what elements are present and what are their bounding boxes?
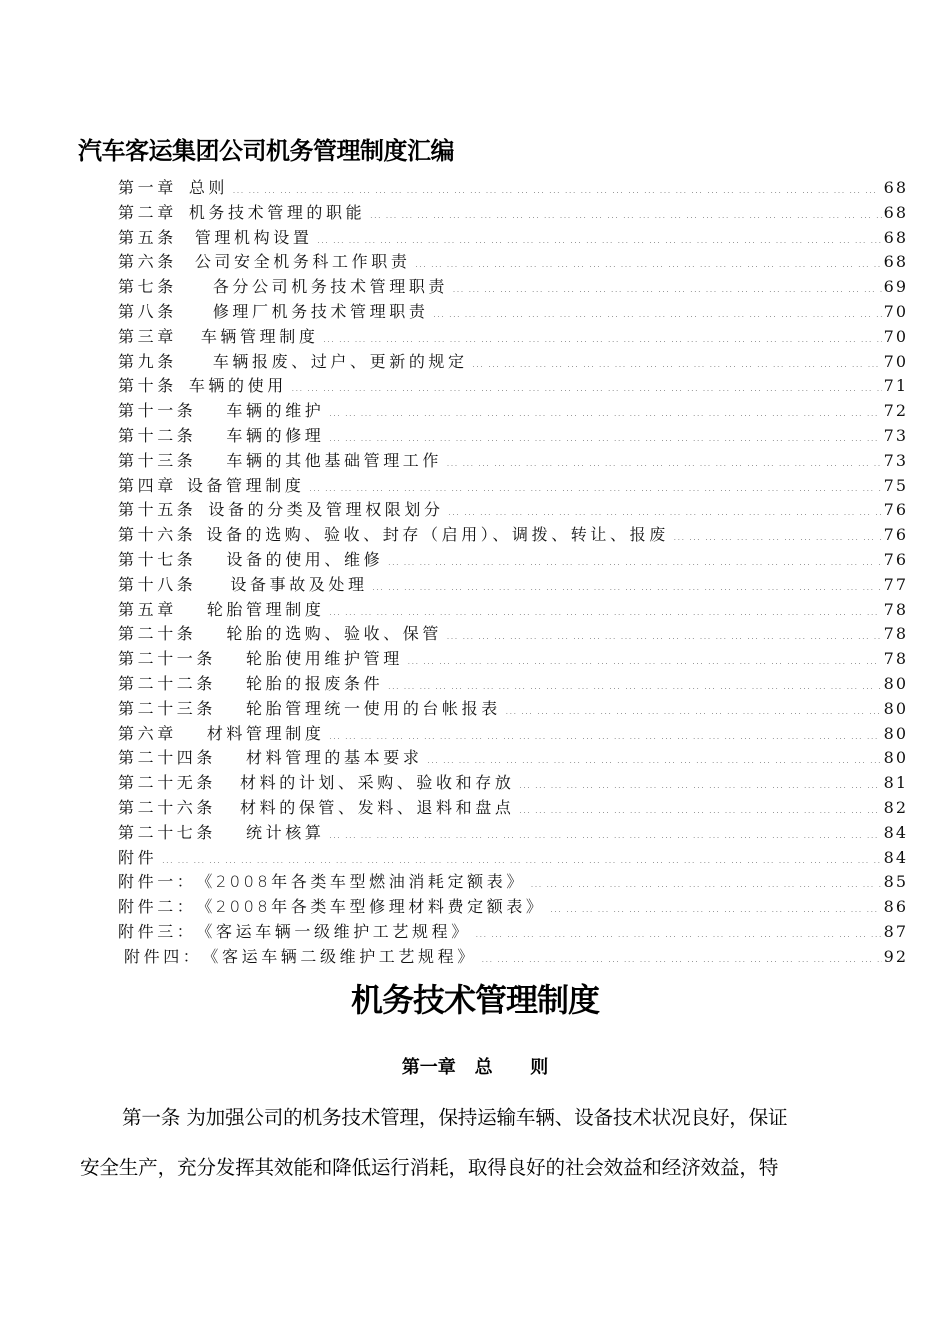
toc-entry-label: 车辆的其他基础管理工作 (226, 450, 443, 470)
toc-entry-label: 车辆报废、过户、更新的规定 (212, 351, 468, 371)
toc-dot-leader (550, 896, 882, 921)
toc-entry[interactable] (118, 598, 906, 623)
toc-page-number: 76 (883, 500, 908, 520)
toc-dot-leader (414, 251, 881, 276)
toc-entry[interactable] (118, 176, 906, 201)
toc-entry-number: 第二十三条 (118, 698, 217, 718)
toc-entry[interactable] (118, 573, 906, 598)
toc-entry[interactable] (118, 771, 906, 796)
toc-dot-leader (328, 822, 881, 847)
toc-page-number: 70 (883, 351, 908, 371)
toc-dot-leader (316, 227, 881, 252)
toc-entry-number: 第八条 (118, 301, 177, 321)
toc-entry-number: 第六章 (118, 723, 177, 743)
toc-entry[interactable] (118, 374, 906, 399)
toc-entry-number: 第二十二条 (118, 673, 217, 693)
toc-entry-number: 第六条 (118, 252, 177, 272)
toc-dot-leader (446, 623, 882, 648)
toc-entry[interactable] (118, 424, 906, 449)
toc-entry-label: 车辆管理制度 (200, 326, 319, 346)
toc-dot-leader (505, 698, 882, 723)
toc-page-number: 80 (883, 748, 908, 768)
toc-entry[interactable] (118, 895, 906, 920)
toc-page-number: 73 (883, 450, 908, 470)
toc-entry-label: 设备管理制度 (186, 475, 305, 495)
toc-entry[interactable] (118, 697, 906, 722)
toc-page-number: 87 (883, 921, 908, 941)
toc-dot-leader (328, 425, 881, 450)
toc-dot-leader (232, 177, 882, 202)
toc-entry-label: 公司安全机务科工作职责 (194, 252, 411, 272)
toc-page-number: 77 (883, 574, 908, 594)
toc-entry[interactable] (118, 498, 906, 523)
toc-entry-number: 第二十无条 (118, 773, 217, 793)
toc-entry[interactable] (118, 945, 906, 970)
toc-entry[interactable] (118, 300, 906, 325)
toc-entry-number: 第十一条 (118, 401, 197, 421)
toc-entry-label: 设备的选购、验收、封存（启用）、调拨、转让、报废 (206, 525, 669, 545)
toc-page-number: 68 (883, 252, 908, 272)
toc-dot-leader (322, 326, 881, 351)
toc-entry-label: 《客运车辆一级维护工艺规程》 (196, 921, 471, 941)
toc-entry-number: 附件二： (118, 897, 197, 917)
toc-entry-number: 第五章 (118, 599, 177, 619)
toc-entry-number: 第十六条 (118, 525, 197, 545)
toc-entry-number: 第十三条 (118, 450, 197, 470)
toc-entry-number: 第九条 (118, 351, 177, 371)
toc-entry-number: 第十八条 (118, 574, 197, 594)
toc-dot-leader (481, 946, 882, 971)
toc-page-number: 76 (883, 549, 908, 569)
toc-entry[interactable] (118, 201, 906, 226)
toc-page-number: 92 (883, 946, 908, 966)
toc-page-number: 80 (883, 723, 908, 743)
toc-entry-label: 统计核算 (246, 822, 325, 842)
toc-entry[interactable] (118, 325, 906, 350)
toc-entry[interactable] (118, 250, 906, 275)
toc-dot-leader (328, 400, 881, 425)
toc-page-number: 78 (883, 599, 908, 619)
toc-entry-label: 管理机构设置 (194, 227, 313, 247)
main-title: 机务技术管理制度 (350, 981, 599, 1019)
toc-entry-label: 轮胎的选购、验收、保管 (226, 624, 443, 644)
toc-page-number: 78 (883, 624, 908, 644)
toc-page-number: 81 (883, 773, 908, 793)
toc-entry[interactable] (118, 399, 906, 424)
toc-entry-label: 轮胎的报废条件 (246, 673, 384, 693)
toc-entry-number: 第二十条 (118, 624, 197, 644)
toc-entry-label: 修理厂机务技术管理职责 (212, 301, 429, 321)
toc-dot-leader (448, 499, 882, 524)
toc-entry-label: 轮胎使用维护管理 (246, 649, 403, 669)
toc-entry-label: 《客运车辆二级维护工艺规程》 (202, 946, 477, 966)
toc-dot-leader (328, 723, 881, 748)
toc-entry-label: 材料管理制度 (206, 723, 325, 743)
body-line-1: 第一条 为加强公司的机务技术管理，保持运输车辆、设备技术状况良好，保证 (122, 1106, 788, 1129)
toc-page-number: 86 (883, 897, 908, 917)
toc-entry[interactable] (118, 746, 906, 771)
toc-dot-leader (426, 747, 881, 772)
toc-entry[interactable] (118, 622, 906, 647)
toc-entry-number: 第二十一条 (118, 649, 217, 669)
toc-entry[interactable] (118, 722, 906, 747)
toc-page-number: 69 (883, 277, 908, 297)
toc-entry-label: 轮胎管理统一使用的台帐报表 (246, 698, 501, 718)
toc-entry-label: 设备的使用、维修 (226, 549, 384, 569)
toc-entry-label: 《2008年各类车型燃油消耗定额表》 (196, 872, 526, 892)
toc-entry[interactable] (118, 796, 906, 821)
toc-page-number: 84 (883, 847, 908, 867)
toc-entry[interactable] (118, 523, 906, 548)
toc-entry-number: 第十七条 (118, 549, 197, 569)
toc-entry[interactable] (118, 275, 906, 300)
toc-entry-number: 第五条 (118, 227, 177, 247)
toc-entry[interactable] (118, 350, 906, 375)
toc-dot-leader (387, 673, 881, 698)
toc-page-number: 84 (883, 822, 908, 842)
toc-entry-number: 附件一： (118, 872, 197, 892)
toc-dot-leader (452, 276, 882, 301)
toc-page-number: 75 (883, 475, 908, 495)
toc-entry-label: 设备事故及处理 (230, 574, 368, 594)
toc-dot-leader (372, 574, 882, 599)
toc-page-number: 72 (883, 401, 908, 421)
toc-dot-leader (328, 599, 881, 624)
toc-entry-number: 第一章 (118, 178, 177, 197)
toc-page-number: 68 (883, 227, 908, 247)
toc-page-number: 80 (883, 698, 908, 718)
toc-entry[interactable] (118, 449, 906, 474)
toc-page-number: 85 (883, 872, 908, 892)
toc-page-number: 78 (883, 649, 908, 669)
document-title: 汽车客运集团公司机务管理制度汇编 (78, 137, 454, 165)
toc-entry-number: 附件三： (118, 921, 197, 941)
toc-page-number: 82 (883, 797, 908, 817)
toc-dot-leader (530, 871, 882, 896)
toc-dot-leader (161, 847, 881, 872)
toc-dot-leader (291, 375, 882, 400)
toc-dot-leader (308, 475, 881, 500)
toc-page-number: 71 (883, 376, 908, 396)
toc-entry-number: 第十五条 (118, 500, 197, 520)
toc-entry-label: 《2008年各类车型修理材料费定额表》 (196, 897, 546, 917)
toc-entry-label: 轮胎管理制度 (206, 599, 325, 619)
toc-entry-number: 第二章 (118, 202, 177, 222)
toc-entry-label: 车辆的修理 (226, 425, 325, 445)
toc-entry-number: 第二十四条 (118, 748, 217, 768)
toc-entry[interactable] (118, 548, 906, 573)
toc-dot-leader (432, 301, 881, 326)
toc-entry-label: 总则 (188, 178, 229, 197)
toc-dot-leader (518, 772, 881, 797)
table-of-contents (118, 176, 906, 970)
toc-entry-label: 设备的分类及管理权限划分 (208, 500, 444, 520)
toc-entry[interactable] (118, 920, 906, 945)
toc-entry[interactable] (118, 474, 906, 499)
toc-dot-leader (387, 549, 881, 574)
toc-entry-number: 第二十六条 (118, 797, 217, 817)
toc-entry-label: 车辆的维护 (226, 401, 325, 421)
toc-entry-label: 材料的保管、发料、退料和盘点 (240, 797, 515, 817)
toc-dot-leader (407, 648, 882, 673)
toc-entry[interactable] (118, 821, 906, 846)
toc-page-number: 68 (883, 178, 908, 197)
body-paragraph (80, 1100, 906, 1186)
toc-entry-number: 附件四： (124, 946, 203, 966)
toc-entry-number: 第四章 (118, 475, 177, 495)
toc-entry-number: 第十条 (118, 376, 177, 396)
toc-page-number: 70 (883, 301, 908, 321)
toc-entry-label: 机务技术管理的职能 (188, 202, 366, 222)
toc-entry[interactable] (118, 226, 906, 251)
toc-entry-label: 各分公司机务技术管理职责 (212, 277, 449, 297)
toc-entry-label: 材料管理的基本要求 (246, 748, 423, 768)
toc-page-number: 68 (883, 202, 908, 222)
toc-entry-label: 车辆的使用 (188, 376, 287, 396)
toc-entry[interactable] (118, 647, 906, 672)
toc-dot-leader (673, 524, 882, 549)
toc-dot-leader (475, 921, 882, 946)
toc-page-number: 76 (883, 525, 908, 545)
toc-entry[interactable] (118, 846, 906, 871)
toc-dot-leader (472, 351, 882, 376)
toc-entry-number: 第十二条 (118, 425, 197, 445)
toc-dot-leader (518, 797, 881, 822)
toc-page-number: 80 (883, 673, 908, 693)
toc-page-number: 73 (883, 425, 908, 445)
toc-entry-label: 材料的计划、采购、验收和存放 (240, 773, 515, 793)
toc-entry[interactable] (118, 870, 906, 895)
toc-entry-number: 第三章 (118, 326, 177, 346)
chapter-heading: 第一章 总 则 (401, 1057, 549, 1078)
toc-entry[interactable] (118, 672, 906, 697)
body-line-2: 安全生产，充分发挥其效能和降低运行消耗，取得良好的社会效益和经济效益，特 (80, 1156, 779, 1179)
toc-dot-leader (446, 450, 882, 475)
toc-page-number: 70 (883, 326, 908, 346)
toc-entry-number: 第二十七条 (118, 822, 217, 842)
toc-entry-number: 第七条 (118, 277, 177, 297)
toc-dot-leader (369, 202, 881, 227)
toc-entry-number: 附件 (118, 847, 158, 867)
